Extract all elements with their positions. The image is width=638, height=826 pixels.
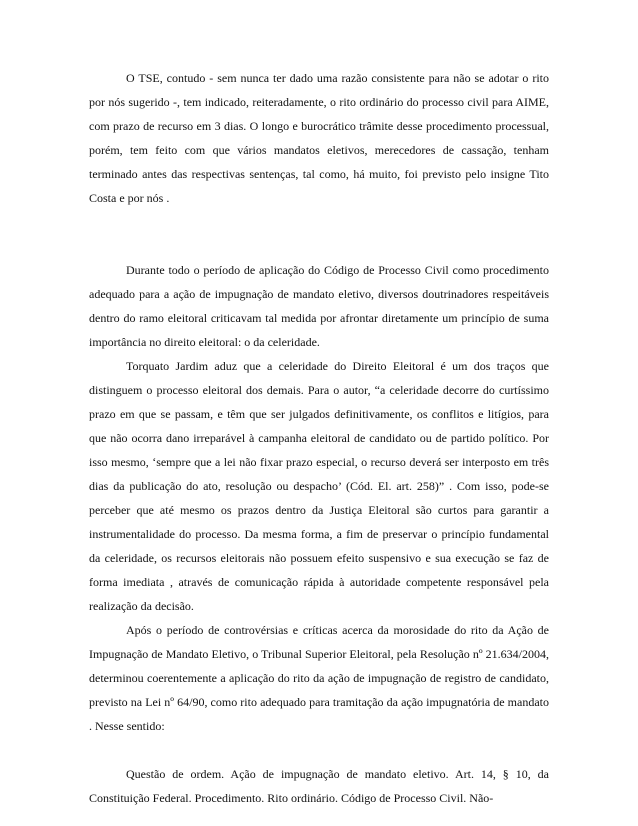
- document-body: [89, 66, 549, 810]
- paragraph-tse-rito: O TSE, contudo - sem nunca ter dado uma razão consistente para não se adotar o rito por nós sugerido -, tem indicado, reiteradamente, o rito ordinário do processo civil para AIME, com prazo de recurso em 3 dias. O longo e burocrático trâmite desse procedimento processual, porém, tem feito com que vários mandatos eletivos, merecedores de cassação, tenham terminado antes das respectivas sentenças, tal como, há muito, foi previsto pelo insigne Tito Costa e por nós .: [89, 71, 549, 205]
- paragraph-resolucao-tse: Após o período de controvérsias e críticas acerca da morosidade do rito da Ação de Impugnação de Mandato Eletivo, o Tribunal Superior Eleitoral, pela Resolução nº 21.634/2004, determinou coerentemente a aplicação do rito da ação de impugnação de registro de candidato, previsto na Lei nº 64/90, como rito adequado para tramitação da ação impugnatória de mandato . Nesse sentido:: [89, 623, 549, 733]
- paragraph-codigo-processo-civil: Durante todo o período de aplicação do Código de Processo Civil como procedimento adequado para a ação de impugnação de mandato eletivo, diversos doutrinadores respeitáveis dentro do ramo eleitoral criticavam tal medida por afrontar diretamente um princípio de suma importância no direito eleitoral: o da celeridade.: [89, 263, 549, 349]
- paragraph-questao-de-ordem: Questão de ordem. Ação de impugnação de mandato eletivo. Art. 14, § 10, da Constituição Federal. Procedimento. Rito ordinário. Código de Processo Civil. Não-: [89, 767, 549, 805]
- paragraph-torquato-jardim: Torquato Jardim aduz que a celeridade do Direito Eleitoral é um dos traços que distinguem o processo eleitoral dos demais. Para o autor, “a celeridade decorre do curtíssimo prazo em que se passam, e têm que ser julgados definitivamente, os conflitos e litígios, para que não ocorra dano irreparável à campanha eleitoral de candidato ou de partido político. Por isso mesmo, ‘sempre que a lei não fixar prazo especial, o recurso deverá ser interposto em três dias da publicação do ato, resolução ou despacho’ (Cód. El. art. 258)” . Com isso, pode-se perceber que até mesmo os prazos dentro da Justiça Eleitoral são curtos para garantir a instrumentalidade do processo. Da mesma forma, a fim de preservar o princípio fundamental da celeridade, os recursos eleitorais não possuem efeito suspensivo e sua execução se faz de forma imediata , através de comunicação rápida à autoridade competente responsável pela realização da decisão.: [89, 359, 549, 613]
- paragraph-spacer: [89, 738, 549, 762]
- paragraph-spacer: [89, 210, 549, 258]
